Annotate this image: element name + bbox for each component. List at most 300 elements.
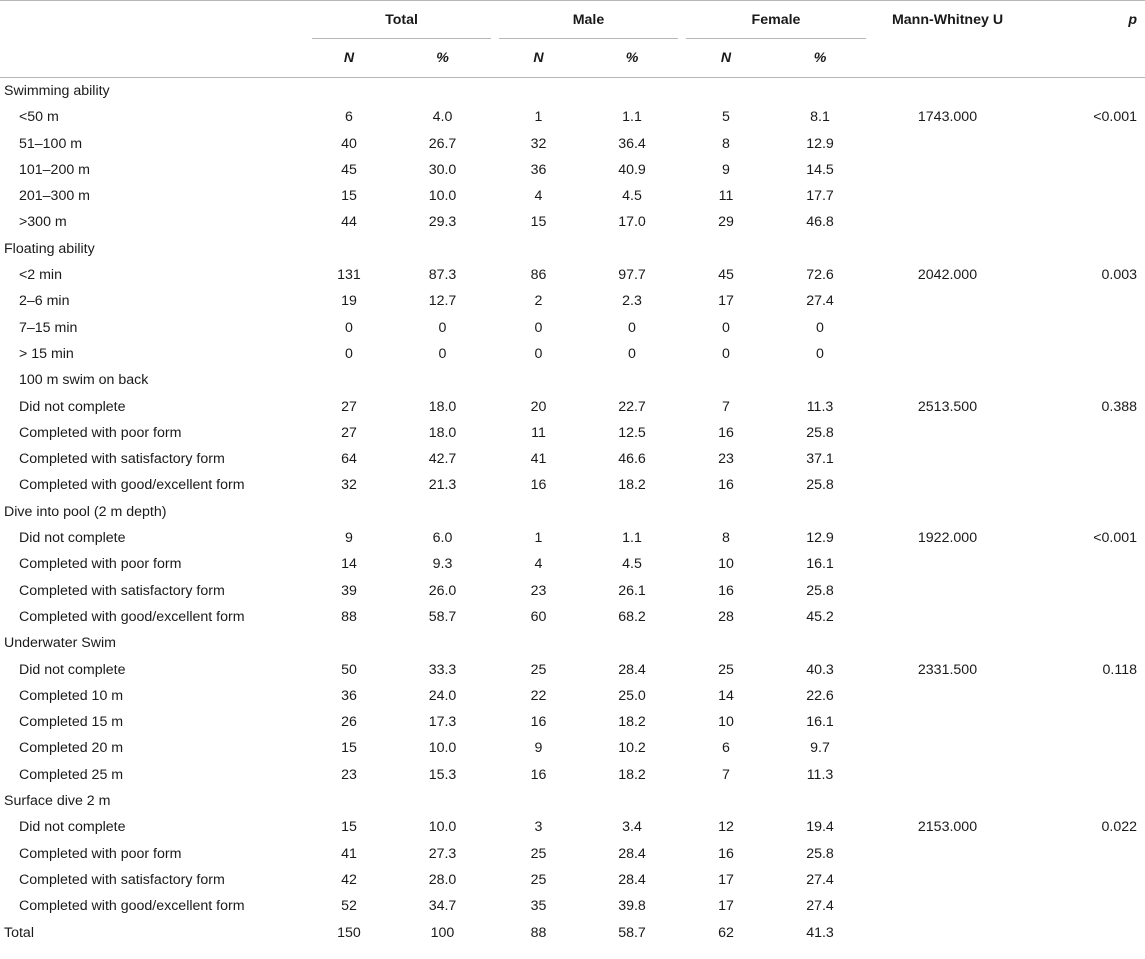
value-cell: 34.7 [428,898,457,915]
value-cell: 0 [438,345,447,362]
value-cell: 18.2 [618,766,646,783]
value-cell [390,367,495,393]
value-cell: 35 [530,898,547,915]
value-cell: 25.0 [618,687,646,704]
table-header [0,1,1145,79]
mann-whitney-cell: 2153.000 [917,819,978,836]
table-row [0,157,1145,183]
value-cell: 62 [718,924,734,941]
section-label: Dive into pool (2 m depth) [4,503,167,520]
row-label: 201–300 m [19,188,90,205]
p-value-cell [1025,735,1145,761]
value-cell: 9 [534,740,543,757]
value-cell: 0 [345,345,353,362]
value-cell: 52 [341,898,357,915]
value-cell: 18.2 [618,714,646,731]
section-header-row [0,788,1145,814]
table-row [0,183,1145,209]
table-row [0,420,1145,446]
value-cell: 37.1 [806,451,834,468]
row-label: Completed 25 m [19,766,124,783]
mann-whitney-cell: 1922.000 [917,530,978,547]
value-cell: 16 [530,766,547,783]
table-row [0,814,1145,840]
row-label: 100 m swim on back [19,372,149,389]
value-cell: 44 [341,214,357,231]
section-label: Underwater Swim [4,635,116,652]
value-cell: 25.8 [806,582,834,599]
value-cell: 33.3 [428,661,457,678]
value-cell: 1.1 [622,109,642,126]
row-label: <50 m [19,109,59,126]
row-label: 2–6 min [19,293,70,310]
p-value-cell [1025,709,1145,735]
p-value-cell [1025,841,1145,867]
p-value-cell: <0.001 [1093,530,1137,547]
value-cell: 25 [530,661,547,678]
header-blank [0,1,308,39]
value-cell: 0 [816,319,824,336]
value-cell [682,367,770,393]
value-cell: 17 [718,293,734,310]
value-cell: 17.0 [618,214,646,231]
value-cell: 6 [345,109,353,126]
value-cell: 9 [722,161,730,178]
value-cell: 58.7 [428,608,457,625]
value-cell: 16 [718,424,734,441]
header-male [495,1,682,39]
section-header-row [0,78,1145,104]
mann-whitney-cell [870,683,1025,709]
section-label: Surface dive 2 m [4,793,111,810]
value-cell: 23 [341,766,357,783]
value-cell: 28.4 [618,871,646,888]
value-cell: 15 [341,188,357,205]
table-row [0,394,1145,420]
row-label: 7–15 min [19,319,78,336]
value-cell: 8.1 [810,109,830,126]
value-cell: 26.1 [618,582,646,599]
value-cell: 10.0 [428,188,457,205]
header-blank-4 [1025,39,1145,78]
value-cell: 36 [530,161,547,178]
value-cell: 17.3 [428,714,457,731]
section-label: Floating ability [4,240,95,257]
value-cell: 68.2 [618,608,646,625]
value-cell: 7 [722,398,730,415]
value-cell: 15.3 [428,766,457,783]
row-label: Completed 10 m [19,687,124,704]
mann-whitney-cell [870,288,1025,314]
p-value-cell [1025,446,1145,472]
value-cell: 25.8 [806,477,834,494]
value-cell: 26 [341,714,357,731]
row-label: Completed with poor form [19,556,182,573]
table-row [0,525,1145,551]
value-cell: 6.0 [432,530,453,547]
value-cell: 7 [722,766,730,783]
p-value-cell [1025,183,1145,209]
value-cell: 14.5 [806,161,834,178]
value-cell: 16 [718,582,734,599]
p-value-cell [1025,209,1145,235]
value-cell: 58.7 [618,924,646,941]
p-value-cell [1025,893,1145,919]
table-body [0,78,1145,946]
total-row [0,920,1145,946]
value-cell: 10.0 [428,740,457,757]
table-row [0,762,1145,788]
header-male-label: Male [572,12,605,28]
value-cell: 16 [718,845,734,862]
value-cell: 22 [530,687,547,704]
p-value-cell [1025,578,1145,604]
value-cell: 32 [341,477,357,494]
value-cell: 4.5 [622,556,642,573]
header-female-label: Female [751,12,801,28]
value-cell: 12.5 [618,424,646,441]
value-cell: 9.7 [810,740,830,757]
value-cell: 40.3 [806,661,834,678]
value-cell: 4.5 [622,188,642,205]
value-cell [582,367,682,393]
p-value-cell: 0.022 [1101,819,1137,836]
header-male-n: N [533,50,544,66]
value-cell: 15 [530,214,547,231]
mann-whitney-cell [870,920,1025,946]
table-row [0,841,1145,867]
value-cell: 32 [530,135,547,152]
row-label: Completed 15 m [19,714,124,731]
value-cell [770,367,870,393]
value-cell: 0 [534,345,543,362]
table-row [0,104,1145,130]
value-cell: 26.0 [428,582,457,599]
header-female [682,1,870,39]
p-value-cell: 0.003 [1101,267,1137,284]
mann-whitney-cell [870,762,1025,788]
p-value-cell [1025,288,1145,314]
value-cell: 21.3 [428,477,457,494]
value-cell: 45.2 [806,608,834,625]
value-cell: 1 [534,530,543,547]
value-cell: 26.7 [428,135,457,152]
value-cell: 28.0 [428,871,457,888]
value-cell: 0 [345,319,353,336]
row-label: > 15 min [19,345,74,362]
table-row [0,315,1145,341]
table-row [0,735,1145,761]
table-row [0,288,1145,314]
value-cell: 41 [341,845,357,862]
row-label: Completed 20 m [19,740,124,757]
value-cell: 150 [337,924,361,941]
value-cell: 16 [718,477,734,494]
mann-whitney-cell [870,709,1025,735]
value-cell: 88 [530,924,547,941]
mann-whitney-cell [870,315,1025,341]
value-cell: 27.4 [806,898,834,915]
value-cell: 64 [341,451,357,468]
value-cell: 22.7 [618,398,646,415]
row-label: Completed with poor form [19,845,182,862]
mann-whitney-cell [870,157,1025,183]
mann-whitney-cell [870,578,1025,604]
row-label: Did not complete [19,819,126,836]
value-cell: 25.8 [806,424,834,441]
value-cell: 46.8 [806,214,834,231]
p-value-cell [1025,920,1145,946]
table-row [0,341,1145,367]
value-cell: 23 [530,582,547,599]
p-value-cell: 0.118 [1102,661,1137,678]
table-row [0,604,1145,630]
value-cell: 8 [722,530,730,547]
header-mann-whitney: Mann-Whitney U [891,12,1004,28]
value-cell: 11.3 [806,766,834,783]
value-cell: 2 [534,293,543,310]
value-cell: 39.8 [618,898,646,915]
value-cell: 36.4 [618,135,646,152]
table-row [0,867,1145,893]
mann-whitney-cell [870,604,1025,630]
value-cell: 27.4 [806,871,834,888]
row-label: 101–200 m [19,161,90,178]
value-cell: 3.4 [622,819,642,836]
row-label: Completed with satisfactory form [19,871,225,888]
mann-whitney-cell [870,446,1025,472]
value-cell: 17.7 [806,188,834,205]
value-cell: 41 [530,451,547,468]
value-cell: 0 [722,345,730,362]
mann-whitney-cell [870,893,1025,919]
value-cell: 14 [718,687,734,704]
table-row [0,131,1145,157]
value-cell: 17 [718,898,734,915]
row-label: Completed with satisfactory form [19,451,225,468]
value-cell: 27.3 [428,845,457,862]
p-value-cell [1025,472,1145,498]
value-cell: 97.7 [618,267,646,284]
value-cell: 29.3 [428,214,457,231]
value-cell: 17 [718,871,734,888]
value-cell: 1.1 [622,530,642,547]
mann-whitney-cell: 1743.000 [917,109,978,126]
value-cell [308,367,390,393]
mann-whitney-cell [870,472,1025,498]
value-cell: 42 [341,871,357,888]
value-cell: 24.0 [428,687,457,704]
row-label: Completed with good/excellent form [19,608,245,625]
section-label: Swimming ability [4,83,110,99]
mann-whitney-cell: 2331.500 [917,661,978,678]
p-value-cell [1025,315,1145,341]
value-cell: 4 [534,556,543,573]
table-row [0,209,1145,235]
row-label: Completed with good/excellent form [19,898,245,915]
value-cell: 0 [816,345,824,362]
value-cell: 18.0 [428,398,457,415]
table-row [0,472,1145,498]
value-cell: 10.0 [428,819,457,836]
value-cell: 15 [341,819,357,836]
value-cell: 28 [718,608,734,625]
value-cell: 27.4 [806,293,834,310]
p-value-cell [1025,341,1145,367]
value-cell: 29 [718,214,734,231]
value-cell: 3 [534,819,543,836]
value-cell: 9.3 [432,556,453,573]
row-label: <2 min [19,267,62,284]
p-value-cell [1025,604,1145,630]
value-cell: 16.1 [806,556,834,573]
p-value-cell: <0.001 [1093,109,1137,126]
section-header-row [0,236,1145,262]
row-label: Total [4,924,34,941]
header-female-pct: % [813,50,827,66]
header-row-sub [0,39,1145,78]
p-value-cell [1025,367,1145,393]
table-row [0,709,1145,735]
value-cell: 1 [534,109,543,126]
value-cell: 12.7 [428,293,457,310]
table-row [0,367,1145,393]
value-cell: 25 [530,871,547,888]
row-label: Completed with satisfactory form [19,582,225,599]
value-cell: 11 [531,424,546,441]
value-cell: 18.0 [428,424,457,441]
value-cell: 4.0 [432,109,453,126]
value-cell: 20 [530,398,547,415]
mann-whitney-cell: 2042.000 [917,267,978,284]
p-value-cell: 0.388 [1101,398,1137,415]
value-cell: 0 [722,319,730,336]
header-total-pct: % [436,50,449,66]
header-p-label: p [1128,12,1137,28]
value-cell: 11.3 [806,398,834,415]
p-value-cell [1025,420,1145,446]
table-row [0,262,1145,288]
value-cell: 72.6 [806,267,834,284]
value-cell: 4 [534,188,543,205]
row-label: Completed with poor form [19,424,182,441]
value-cell: 18.2 [618,477,646,494]
row-label: 51–100 m [19,135,83,152]
section-header-row [0,499,1145,525]
value-cell: 60 [530,608,547,625]
row-label: Did not complete [19,530,126,547]
mann-whitney-cell [870,341,1025,367]
value-cell: 9 [345,530,353,547]
value-cell: 12 [718,819,734,836]
mann-whitney-cell [870,735,1025,761]
value-cell: 5 [722,109,730,126]
value-cell: 0 [534,319,543,336]
value-cell: 0 [438,319,447,336]
value-cell: 27 [341,424,357,441]
header-row-groups [0,1,1145,39]
mann-whitney-cell [870,131,1025,157]
header-blank-3 [870,39,1025,78]
value-cell: 87.3 [428,267,457,284]
header-female-rule [686,38,866,39]
value-cell: 14 [341,556,357,573]
value-cell: 10 [718,714,734,731]
mann-whitney-cell [870,867,1025,893]
value-cell: 45 [341,161,357,178]
value-cell: 88 [341,608,357,625]
table-row [0,551,1145,577]
value-cell: 19 [341,293,357,310]
header-p [1025,1,1145,39]
p-value-cell [1025,157,1145,183]
value-cell: 39 [341,582,357,599]
value-cell: 0 [628,345,636,362]
header-blank-2 [0,39,308,78]
mann-whitney-cell [870,209,1025,235]
value-cell: 25.8 [806,845,834,862]
value-cell: 19.4 [806,819,834,836]
header-male-rule [499,38,678,39]
mann-whitney-cell [870,183,1025,209]
table-row [0,683,1145,709]
value-cell: 27 [341,398,357,415]
value-cell: 10.2 [618,740,646,757]
value-cell: 131 [337,267,361,284]
value-cell: 16 [530,714,547,731]
value-cell: 25 [718,661,734,678]
header-total-label: Total [385,12,418,28]
value-cell: 12.9 [806,530,834,547]
value-cell: 30.0 [428,161,457,178]
value-cell: 12.9 [806,135,834,152]
row-label: Completed with good/excellent form [19,477,245,494]
value-cell: 16.1 [806,714,834,731]
header-total [308,1,495,39]
value-cell: 15 [341,740,357,757]
p-value-cell [1025,867,1145,893]
table-row [0,893,1145,919]
value-cell: 22.6 [806,687,834,704]
value-cell: 40 [341,135,357,152]
value-cell: 50 [341,661,357,678]
table-row [0,446,1145,472]
value-cell: 41.3 [806,924,834,941]
header-female-n: N [720,50,732,66]
table-row [0,578,1145,604]
mann-whitney-cell: 2513.500 [917,398,978,415]
header-male-pct: % [625,50,639,66]
mann-whitney-cell [870,420,1025,446]
table-row [0,657,1145,683]
value-cell: 42.7 [428,451,457,468]
value-cell: 100 [430,924,455,941]
value-cell: 23 [718,451,734,468]
value-cell: 86 [530,267,547,284]
value-cell: 25 [530,845,547,862]
value-cell: 28.4 [618,845,646,862]
header-total-n: N [343,50,355,66]
row-label: Did not complete [19,661,126,678]
value-cell: 0 [628,319,636,336]
value-cell: 36 [341,687,357,704]
value-cell: 46.6 [618,451,646,468]
value-cell: 11 [718,188,734,205]
mann-whitney-cell [870,367,1025,393]
value-cell: 16 [530,477,547,494]
value-cell: 45 [718,267,734,284]
value-cell: 28.4 [618,661,646,678]
